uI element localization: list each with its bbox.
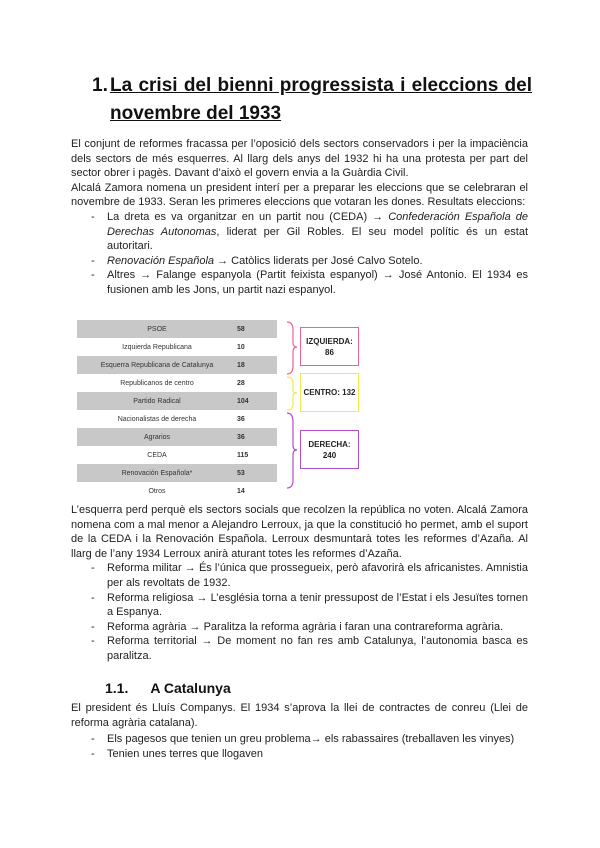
list-item: - La dreta es va organitzar en un partit nou (CEDA) → Confederación Española de Derechas Autonomas, liderat per Gil Robles. El seu model polític és un estat autoritari. (91, 210, 529, 253)
table-row (77, 464, 277, 482)
election-results-table (77, 320, 277, 500)
seat-count: 53 (237, 469, 245, 477)
seat-count: 14 (237, 487, 245, 495)
seat-count: 104 (237, 397, 249, 405)
table-row (77, 338, 277, 356)
table-row (77, 356, 277, 374)
results-list (71, 210, 528, 298)
brace-right-icon (287, 413, 297, 488)
list-item: - Reforma territorial → De moment no fan res amb Catalunya, l’autonomia basca es paralitza. (91, 635, 528, 662)
seat-count: 18 (237, 361, 245, 369)
party-name: Izquierda Republicana (122, 343, 192, 351)
list-item: - Renovación Española → Catòlics liderats per José Calvo Sotelo. (91, 254, 423, 267)
derecha-box: DERECHA: 240 (300, 430, 359, 469)
heading-number: 1. (92, 75, 108, 96)
seat-count: 58 (237, 325, 245, 333)
seat-count: 36 (237, 415, 245, 423)
party-name: PSOE (147, 325, 167, 333)
table-row (77, 428, 277, 446)
list-item: - Reforma religiosa → L’església torna a tenir pressupost de l’Estat i els Jesuïtes tornen a Espanya. (91, 591, 528, 619)
list-item: - Altres → Falange espanyola (Partit feixista espanyol) → José Antonio. El 1934 es fusionen amb les Jons, un partit nazi espanyol. (91, 269, 528, 296)
heading-line-1: La crisi del bienni progressista i eleccions del (110, 75, 532, 96)
heading-1 (92, 72, 532, 128)
paragraph: L’esquerra perd perquè els sectors socials que recolzen la república no voten. Alcalá Zamora nomena com a mal menor a Alejandro Lerroux, ja que la constitució ho permet, amb el suport de la CEDA i la Renovación Española. Lerroux desmuntarà totes les reformes d’Azaña. Al llarg de l’any 1934 Lerroux anirà aturant totes les reformes d’Azaña. (71, 504, 528, 560)
brace-left-icon (287, 322, 297, 374)
reforms-list (71, 561, 528, 663)
paragraph: El president és Lluís Companys. El 1934 s’aprova la llei de contractes de conreu (Llei de reforma agrària catalana). (71, 702, 528, 729)
brace-icons (285, 320, 297, 500)
seat-count: 10 (237, 343, 245, 351)
party-name: Otros (148, 487, 166, 495)
brace-center-icon (287, 377, 297, 410)
party-name: Partido Radical (133, 397, 181, 405)
paragraph: El conjunt de reformes fracassa per l’oposició dels sectors conservadors i per la impaciència dels sectors de més esquerres. Al llarg dels anys del 1932 hi ha una protesta per part del sector obrer i pagès. Davant d’això el govern envia a la Guàrdia Civil. (71, 138, 528, 180)
list-item: - Els pagesos que tenien un greu problema→ els rabassaires (treballaven les vinyes) (91, 733, 515, 746)
heading-2: 1.1. A Catalunya (105, 680, 231, 696)
list-item: - Tenien unes terres que llogaven (91, 747, 263, 760)
izquierda-box: IZQUIERDA: 86 (300, 327, 359, 366)
list-item: - Reforma militar → És l’única que prossegueix, però afavorirà els africanistes. Amnistia per als revoltats de 1932. (91, 562, 528, 589)
intro-section (71, 137, 528, 298)
party-name: Republicanos de centro (120, 379, 194, 387)
table-row (77, 374, 277, 392)
centro-box: CENTRO: 132 (300, 373, 359, 412)
table-row (77, 482, 277, 500)
table-row (77, 410, 277, 428)
catalunya-list (71, 732, 528, 761)
seat-count: 115 (237, 451, 249, 459)
paragraph: Alcalá Zamora nomena un president interí per a preparar les eleccions que se celebraran el novembre de 1933. Seran les primeres eleccions que votaran les dones. Resultats eleccions: (71, 181, 528, 209)
middle-section (71, 503, 528, 664)
seat-count: 28 (237, 379, 245, 387)
party-name: Esquerra Republicana de Catalunya (100, 361, 214, 369)
party-name: CEDA (147, 451, 167, 459)
catalunya-section (71, 701, 528, 761)
table-row (77, 392, 277, 410)
party-name: Nacionalistas de derecha (117, 415, 197, 423)
heading-line-2: novembre del 1933 (110, 103, 282, 124)
table-row (77, 446, 277, 464)
list-item: - Reforma agrària → Paralitza la reforma agrària i faran una contrareforma agrària. (91, 620, 504, 633)
seat-count: 36 (237, 433, 245, 441)
table-row (77, 320, 277, 338)
party-name: Agrarios (143, 433, 171, 441)
party-name: Renovación Española* (121, 469, 193, 477)
